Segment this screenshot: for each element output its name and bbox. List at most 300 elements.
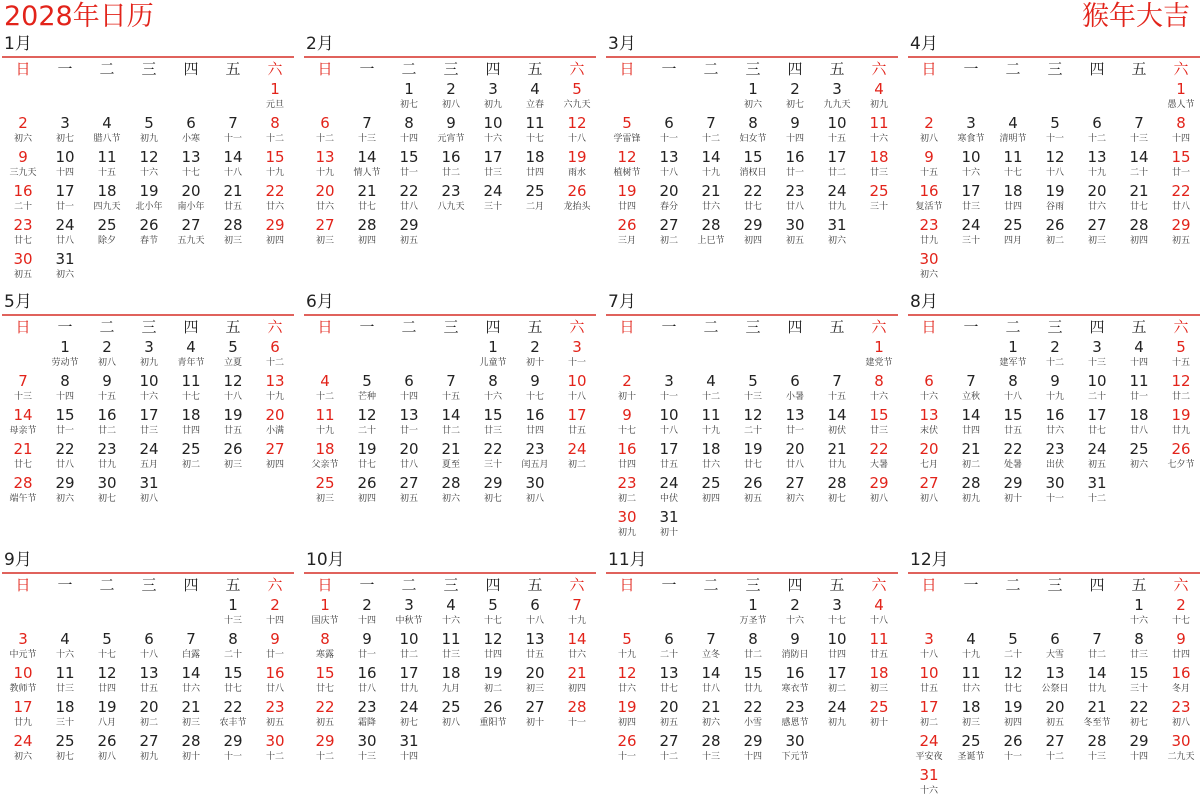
day-cell[interactable] <box>1034 732 1076 766</box>
day-cell[interactable] <box>556 406 598 440</box>
day-cell[interactable] <box>1076 216 1118 250</box>
day-cell[interactable] <box>212 406 254 440</box>
day-cell[interactable] <box>1034 440 1076 474</box>
day-cell[interactable] <box>514 182 556 216</box>
day-cell[interactable] <box>992 630 1034 664</box>
day-cell[interactable] <box>648 148 690 182</box>
day-cell[interactable] <box>1160 406 1200 440</box>
day-cell[interactable] <box>1118 440 1160 474</box>
day-cell[interactable] <box>556 440 598 474</box>
day-cell[interactable] <box>908 698 950 732</box>
day-cell[interactable] <box>908 732 950 766</box>
day-cell[interactable] <box>556 630 598 664</box>
day-cell[interactable] <box>950 698 992 732</box>
day-cell[interactable] <box>1160 148 1200 182</box>
day-cell[interactable] <box>86 630 128 664</box>
day-cell[interactable] <box>86 474 128 508</box>
day-cell[interactable] <box>346 474 388 508</box>
day-cell[interactable] <box>992 698 1034 732</box>
day-cell[interactable] <box>212 732 254 766</box>
day-cell[interactable] <box>648 216 690 250</box>
day-cell[interactable] <box>254 338 296 372</box>
day-cell[interactable] <box>732 182 774 216</box>
day-cell[interactable] <box>1076 338 1118 372</box>
day-cell[interactable] <box>556 80 598 114</box>
day-cell[interactable] <box>346 372 388 406</box>
day-cell[interactable] <box>44 182 86 216</box>
day-cell[interactable] <box>556 114 598 148</box>
day-cell[interactable] <box>472 698 514 732</box>
day-cell[interactable] <box>774 630 816 664</box>
day-cell[interactable] <box>1076 148 1118 182</box>
day-cell[interactable] <box>2 474 44 508</box>
day-cell[interactable] <box>1034 372 1076 406</box>
day-cell[interactable] <box>858 596 900 630</box>
day-cell[interactable] <box>606 216 648 250</box>
day-cell[interactable] <box>388 114 430 148</box>
day-cell[interactable] <box>170 732 212 766</box>
day-cell[interactable] <box>1034 630 1076 664</box>
day-cell[interactable] <box>86 182 128 216</box>
day-cell[interactable] <box>992 474 1034 508</box>
day-cell[interactable] <box>1160 596 1200 630</box>
day-cell[interactable] <box>606 372 648 406</box>
day-cell[interactable] <box>858 440 900 474</box>
day-cell[interactable] <box>514 148 556 182</box>
day-cell[interactable] <box>212 338 254 372</box>
day-cell[interactable] <box>212 440 254 474</box>
day-cell[interactable] <box>86 372 128 406</box>
day-cell[interactable] <box>128 216 170 250</box>
day-cell[interactable] <box>648 114 690 148</box>
day-cell[interactable] <box>992 732 1034 766</box>
day-cell[interactable] <box>212 182 254 216</box>
day-cell[interactable] <box>430 182 472 216</box>
day-cell[interactable] <box>992 114 1034 148</box>
day-cell[interactable] <box>648 182 690 216</box>
day-cell[interactable] <box>2 440 44 474</box>
day-cell[interactable] <box>816 474 858 508</box>
day-cell[interactable] <box>1034 698 1076 732</box>
day-cell[interactable] <box>908 216 950 250</box>
day-cell[interactable] <box>1160 630 1200 664</box>
day-cell[interactable] <box>472 406 514 440</box>
day-cell[interactable] <box>254 406 296 440</box>
day-cell[interactable] <box>304 406 346 440</box>
day-cell[interactable] <box>950 732 992 766</box>
day-cell[interactable] <box>254 80 296 114</box>
day-cell[interactable] <box>86 216 128 250</box>
day-cell[interactable] <box>2 732 44 766</box>
day-cell[interactable] <box>514 372 556 406</box>
day-cell[interactable] <box>816 440 858 474</box>
day-cell[interactable] <box>816 114 858 148</box>
day-cell[interactable] <box>430 80 472 114</box>
day-cell[interactable] <box>1076 372 1118 406</box>
day-cell[interactable] <box>128 630 170 664</box>
day-cell[interactable] <box>774 698 816 732</box>
day-cell[interactable] <box>1160 664 1200 698</box>
day-cell[interactable] <box>212 372 254 406</box>
day-cell[interactable] <box>1076 474 1118 508</box>
day-cell[interactable] <box>908 664 950 698</box>
day-cell[interactable] <box>1076 698 1118 732</box>
day-cell[interactable] <box>472 664 514 698</box>
day-cell[interactable] <box>514 596 556 630</box>
day-cell[interactable] <box>2 148 44 182</box>
day-cell[interactable] <box>430 630 472 664</box>
day-cell[interactable] <box>346 698 388 732</box>
day-cell[interactable] <box>514 698 556 732</box>
day-cell[interactable] <box>44 630 86 664</box>
day-cell[interactable] <box>1160 372 1200 406</box>
day-cell[interactable] <box>1160 216 1200 250</box>
day-cell[interactable] <box>44 698 86 732</box>
day-cell[interactable] <box>514 664 556 698</box>
day-cell[interactable] <box>732 440 774 474</box>
day-cell[interactable] <box>908 406 950 440</box>
day-cell[interactable] <box>304 182 346 216</box>
day-cell[interactable] <box>648 406 690 440</box>
day-cell[interactable] <box>606 406 648 440</box>
day-cell[interactable] <box>430 440 472 474</box>
day-cell[interactable] <box>304 664 346 698</box>
day-cell[interactable] <box>908 474 950 508</box>
day-cell[interactable] <box>992 338 1034 372</box>
day-cell[interactable] <box>212 216 254 250</box>
day-cell[interactable] <box>992 148 1034 182</box>
day-cell[interactable] <box>388 216 430 250</box>
day-cell[interactable] <box>388 664 430 698</box>
day-cell[interactable] <box>774 372 816 406</box>
day-cell[interactable] <box>732 406 774 440</box>
day-cell[interactable] <box>472 440 514 474</box>
day-cell[interactable] <box>732 664 774 698</box>
day-cell[interactable] <box>732 630 774 664</box>
day-cell[interactable] <box>472 596 514 630</box>
day-cell[interactable] <box>212 148 254 182</box>
day-cell[interactable] <box>212 114 254 148</box>
day-cell[interactable] <box>606 474 648 508</box>
day-cell[interactable] <box>2 698 44 732</box>
day-cell[interactable] <box>2 406 44 440</box>
day-cell[interactable] <box>992 182 1034 216</box>
day-cell[interactable] <box>1160 338 1200 372</box>
day-cell[interactable] <box>430 372 472 406</box>
day-cell[interactable] <box>950 372 992 406</box>
day-cell[interactable] <box>690 630 732 664</box>
day-cell[interactable] <box>212 596 254 630</box>
day-cell[interactable] <box>514 114 556 148</box>
day-cell[interactable] <box>304 114 346 148</box>
day-cell[interactable] <box>430 114 472 148</box>
day-cell[interactable] <box>816 80 858 114</box>
day-cell[interactable] <box>388 732 430 766</box>
day-cell[interactable] <box>1076 732 1118 766</box>
day-cell[interactable] <box>690 474 732 508</box>
day-cell[interactable] <box>1118 664 1160 698</box>
day-cell[interactable] <box>170 114 212 148</box>
day-cell[interactable] <box>212 630 254 664</box>
day-cell[interactable] <box>514 338 556 372</box>
day-cell[interactable] <box>732 732 774 766</box>
day-cell[interactable] <box>732 596 774 630</box>
day-cell[interactable] <box>388 406 430 440</box>
day-cell[interactable] <box>858 698 900 732</box>
day-cell[interactable] <box>254 698 296 732</box>
day-cell[interactable] <box>170 338 212 372</box>
day-cell[interactable] <box>44 114 86 148</box>
day-cell[interactable] <box>690 440 732 474</box>
day-cell[interactable] <box>128 406 170 440</box>
day-cell[interactable] <box>304 474 346 508</box>
day-cell[interactable] <box>128 114 170 148</box>
day-cell[interactable] <box>1076 114 1118 148</box>
day-cell[interactable] <box>86 440 128 474</box>
day-cell[interactable] <box>86 114 128 148</box>
day-cell[interactable] <box>774 406 816 440</box>
day-cell[interactable] <box>606 732 648 766</box>
day-cell[interactable] <box>1076 440 1118 474</box>
day-cell[interactable] <box>908 766 950 800</box>
day-cell[interactable] <box>514 630 556 664</box>
day-cell[interactable] <box>472 474 514 508</box>
day-cell[interactable] <box>388 80 430 114</box>
day-cell[interactable] <box>304 630 346 664</box>
day-cell[interactable] <box>1034 148 1076 182</box>
day-cell[interactable] <box>86 698 128 732</box>
day-cell[interactable] <box>606 508 648 542</box>
day-cell[interactable] <box>1160 732 1200 766</box>
day-cell[interactable] <box>732 114 774 148</box>
day-cell[interactable] <box>254 372 296 406</box>
day-cell[interactable] <box>254 664 296 698</box>
day-cell[interactable] <box>732 216 774 250</box>
day-cell[interactable] <box>2 182 44 216</box>
day-cell[interactable] <box>1034 338 1076 372</box>
day-cell[interactable] <box>44 250 86 284</box>
day-cell[interactable] <box>556 596 598 630</box>
day-cell[interactable] <box>430 474 472 508</box>
day-cell[interactable] <box>774 596 816 630</box>
day-cell[interactable] <box>774 148 816 182</box>
day-cell[interactable] <box>170 698 212 732</box>
day-cell[interactable] <box>648 440 690 474</box>
day-cell[interactable] <box>170 406 212 440</box>
day-cell[interactable] <box>430 698 472 732</box>
day-cell[interactable] <box>556 664 598 698</box>
day-cell[interactable] <box>1118 216 1160 250</box>
day-cell[interactable] <box>304 698 346 732</box>
day-cell[interactable] <box>950 114 992 148</box>
day-cell[interactable] <box>388 372 430 406</box>
day-cell[interactable] <box>86 664 128 698</box>
day-cell[interactable] <box>1118 114 1160 148</box>
day-cell[interactable] <box>1118 698 1160 732</box>
day-cell[interactable] <box>732 80 774 114</box>
day-cell[interactable] <box>992 664 1034 698</box>
day-cell[interactable] <box>858 372 900 406</box>
day-cell[interactable] <box>86 406 128 440</box>
day-cell[interactable] <box>690 732 732 766</box>
day-cell[interactable] <box>1118 148 1160 182</box>
day-cell[interactable] <box>950 474 992 508</box>
day-cell[interactable] <box>908 148 950 182</box>
day-cell[interactable] <box>254 630 296 664</box>
day-cell[interactable] <box>346 114 388 148</box>
day-cell[interactable] <box>44 372 86 406</box>
day-cell[interactable] <box>1076 182 1118 216</box>
day-cell[interactable] <box>950 664 992 698</box>
day-cell[interactable] <box>514 406 556 440</box>
day-cell[interactable] <box>346 596 388 630</box>
day-cell[interactable] <box>472 80 514 114</box>
day-cell[interactable] <box>908 114 950 148</box>
day-cell[interactable] <box>1118 182 1160 216</box>
day-cell[interactable] <box>858 406 900 440</box>
day-cell[interactable] <box>908 630 950 664</box>
day-cell[interactable] <box>858 114 900 148</box>
day-cell[interactable] <box>86 148 128 182</box>
day-cell[interactable] <box>388 182 430 216</box>
day-cell[interactable] <box>254 732 296 766</box>
day-cell[interactable] <box>2 372 44 406</box>
day-cell[interactable] <box>1160 698 1200 732</box>
day-cell[interactable] <box>556 182 598 216</box>
day-cell[interactable] <box>170 148 212 182</box>
day-cell[interactable] <box>86 732 128 766</box>
day-cell[interactable] <box>858 664 900 698</box>
day-cell[interactable] <box>690 216 732 250</box>
day-cell[interactable] <box>346 182 388 216</box>
day-cell[interactable] <box>430 406 472 440</box>
day-cell[interactable] <box>606 440 648 474</box>
day-cell[interactable] <box>304 440 346 474</box>
day-cell[interactable] <box>44 732 86 766</box>
day-cell[interactable] <box>2 114 44 148</box>
day-cell[interactable] <box>212 698 254 732</box>
day-cell[interactable] <box>254 114 296 148</box>
day-cell[interactable] <box>170 182 212 216</box>
day-cell[interactable] <box>472 372 514 406</box>
day-cell[interactable] <box>908 372 950 406</box>
day-cell[interactable] <box>950 440 992 474</box>
day-cell[interactable] <box>816 596 858 630</box>
day-cell[interactable] <box>472 114 514 148</box>
day-cell[interactable] <box>304 216 346 250</box>
day-cell[interactable] <box>648 372 690 406</box>
day-cell[interactable] <box>858 338 900 372</box>
day-cell[interactable] <box>346 406 388 440</box>
day-cell[interactable] <box>858 630 900 664</box>
day-cell[interactable] <box>44 148 86 182</box>
day-cell[interactable] <box>514 440 556 474</box>
day-cell[interactable] <box>690 148 732 182</box>
day-cell[interactable] <box>170 440 212 474</box>
day-cell[interactable] <box>346 216 388 250</box>
day-cell[interactable] <box>606 148 648 182</box>
day-cell[interactable] <box>472 630 514 664</box>
day-cell[interactable] <box>774 182 816 216</box>
day-cell[interactable] <box>128 664 170 698</box>
day-cell[interactable] <box>606 698 648 732</box>
day-cell[interactable] <box>992 440 1034 474</box>
day-cell[interactable] <box>1160 440 1200 474</box>
day-cell[interactable] <box>1160 182 1200 216</box>
day-cell[interactable] <box>128 182 170 216</box>
day-cell[interactable] <box>346 664 388 698</box>
day-cell[interactable] <box>388 698 430 732</box>
day-cell[interactable] <box>1034 406 1076 440</box>
day-cell[interactable] <box>556 148 598 182</box>
day-cell[interactable] <box>388 148 430 182</box>
day-cell[interactable] <box>648 474 690 508</box>
day-cell[interactable] <box>732 148 774 182</box>
day-cell[interactable] <box>950 216 992 250</box>
day-cell[interactable] <box>170 216 212 250</box>
day-cell[interactable] <box>254 216 296 250</box>
day-cell[interactable] <box>732 474 774 508</box>
day-cell[interactable] <box>774 474 816 508</box>
day-cell[interactable] <box>388 596 430 630</box>
day-cell[interactable] <box>816 630 858 664</box>
day-cell[interactable] <box>2 216 44 250</box>
day-cell[interactable] <box>2 664 44 698</box>
day-cell[interactable] <box>774 216 816 250</box>
day-cell[interactable] <box>774 664 816 698</box>
day-cell[interactable] <box>908 250 950 284</box>
day-cell[interactable] <box>690 114 732 148</box>
day-cell[interactable] <box>816 406 858 440</box>
day-cell[interactable] <box>170 372 212 406</box>
day-cell[interactable] <box>992 216 1034 250</box>
day-cell[interactable] <box>44 338 86 372</box>
day-cell[interactable] <box>816 372 858 406</box>
day-cell[interactable] <box>430 148 472 182</box>
day-cell[interactable] <box>606 664 648 698</box>
day-cell[interactable] <box>1160 114 1200 148</box>
day-cell[interactable] <box>472 338 514 372</box>
day-cell[interactable] <box>86 338 128 372</box>
day-cell[interactable] <box>514 474 556 508</box>
day-cell[interactable] <box>1160 80 1200 114</box>
day-cell[interactable] <box>1076 406 1118 440</box>
day-cell[interactable] <box>908 182 950 216</box>
day-cell[interactable] <box>556 698 598 732</box>
day-cell[interactable] <box>1034 474 1076 508</box>
day-cell[interactable] <box>774 732 816 766</box>
day-cell[interactable] <box>774 440 816 474</box>
day-cell[interactable] <box>1118 372 1160 406</box>
day-cell[interactable] <box>816 182 858 216</box>
day-cell[interactable] <box>1118 732 1160 766</box>
day-cell[interactable] <box>816 664 858 698</box>
day-cell[interactable] <box>44 440 86 474</box>
day-cell[interactable] <box>816 216 858 250</box>
day-cell[interactable] <box>950 148 992 182</box>
day-cell[interactable] <box>1034 182 1076 216</box>
day-cell[interactable] <box>774 80 816 114</box>
day-cell[interactable] <box>606 114 648 148</box>
day-cell[interactable] <box>1034 114 1076 148</box>
day-cell[interactable] <box>128 148 170 182</box>
day-cell[interactable] <box>388 630 430 664</box>
day-cell[interactable] <box>304 372 346 406</box>
day-cell[interactable] <box>950 630 992 664</box>
day-cell[interactable] <box>732 372 774 406</box>
day-cell[interactable] <box>690 664 732 698</box>
day-cell[interactable] <box>690 698 732 732</box>
